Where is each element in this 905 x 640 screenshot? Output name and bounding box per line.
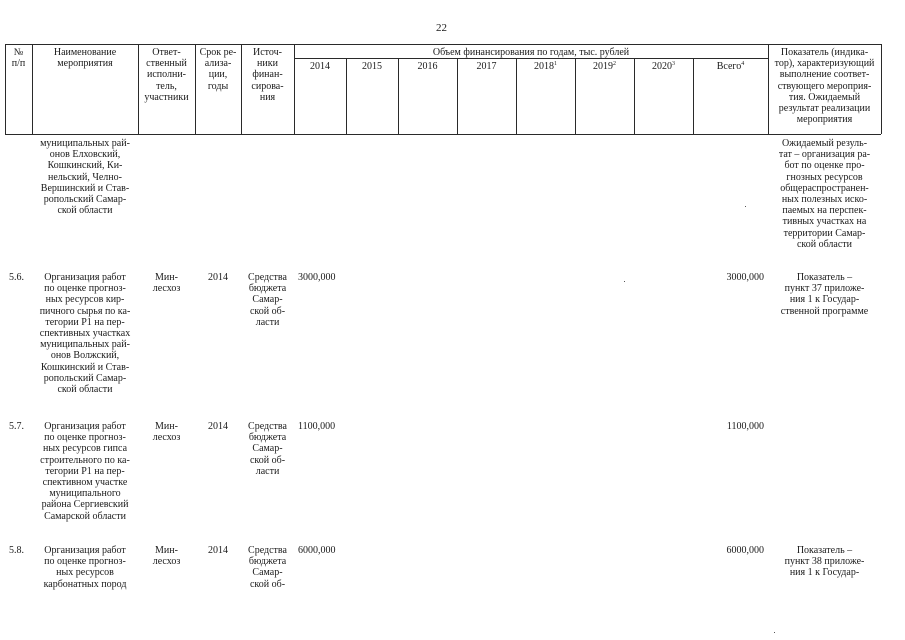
row-term: 2014 bbox=[208, 272, 228, 283]
header-year-2015: 2015 bbox=[362, 61, 382, 72]
row-total: 1100,000 bbox=[726, 421, 764, 432]
row-source: Средства бюджета Самар- ской об- ласти bbox=[248, 421, 287, 477]
header-name: Наименование мероприятия bbox=[53, 47, 117, 70]
row-name: Организация работ по оценке прогноз- ных ресурсов карбонатных пород bbox=[43, 545, 127, 590]
header-responsible: Ответ- ственный исполни- тель, участники bbox=[144, 47, 189, 103]
scan-speck bbox=[774, 632, 775, 633]
row-total: 3000,000 bbox=[726, 272, 764, 283]
page-number: 22 bbox=[436, 22, 447, 34]
header-term: Срок ре- ализа- ции, годы bbox=[199, 47, 237, 92]
row-name: Организация работ по оценке прогноз- ных ресурсов кир- пичного сырья по ка- тегории Р1 на пер- спективных участках муниципальных рай- онов Волжский, Кошкинский и Став- ропольский Самар- ской области bbox=[39, 272, 131, 396]
row-num: 5.7. bbox=[9, 421, 24, 432]
header-year-2020: 2020$^3$ bbox=[652, 61, 675, 72]
header-year-2019: 2019$^2$ bbox=[593, 61, 616, 72]
row-term: 2014 bbox=[208, 545, 228, 556]
header-year-2017: 2017 bbox=[476, 61, 497, 72]
row-responsible: Мин- лесхоз bbox=[152, 545, 181, 568]
row-name: муниципальных рай- онов Елховский, Кошкинский, Ки- нельский, Челно- Вершинский и Став- ропольский Самар- ской области bbox=[40, 138, 130, 217]
row-amount-2014: 6000,000 bbox=[298, 545, 336, 556]
header-year-total: Всего$^4$ bbox=[716, 61, 745, 72]
table-top-border bbox=[5, 44, 881, 45]
row-amount-2014: 1100,000 bbox=[298, 421, 336, 432]
row-name: Организация работ по оценке прогноз- ных ресурсов гипса строительного по ка- тегории Р1 на пер- спективном участке муниципального района Сергиевский Самарской области bbox=[40, 421, 130, 522]
header-year-2016: 2016 bbox=[417, 61, 438, 72]
row-num: 5.8. bbox=[9, 545, 24, 556]
row-responsible: Мин- лесхоз bbox=[152, 421, 181, 444]
header-indicator: Показатель (индика- тор), характеризующий выполнение соответ- ствующего мероприя- тия. Ожидаемый результат реализации мероприятия bbox=[774, 47, 875, 126]
row-indicator: Ожидаемый резуль- тат – организация ра- бот по оценке про- гнозных ресурсов общераспространен- ных полезных иско- паемых на перспек- тивных участках на территории Самар- ской области bbox=[778, 138, 871, 250]
row-responsible: Мин- лесхоз bbox=[152, 272, 181, 295]
header-year-2018: 2018$^1$ bbox=[534, 61, 557, 72]
header-source: Источ- ники финан- сирова- ния bbox=[251, 47, 284, 103]
header-year-2014: 2014 bbox=[310, 61, 330, 72]
row-term: 2014 bbox=[208, 421, 228, 432]
row-indicator: Показатель – пункт 38 приложе- ния 1 к Государ- bbox=[784, 545, 865, 579]
row-source: Средства бюджета Самар- ской об- bbox=[248, 545, 287, 590]
row-source: Средства бюджета Самар- ской об- ласти bbox=[248, 272, 287, 328]
header-num: № п/п bbox=[11, 47, 26, 70]
scan-speck bbox=[745, 206, 746, 207]
header-financing-title: Объем финансирования по годам, тыс. рублей bbox=[432, 47, 630, 58]
row-total: 6000,000 bbox=[726, 545, 764, 556]
row-num: 5.6. bbox=[9, 272, 24, 283]
header-bottom-border bbox=[5, 134, 881, 135]
row-amount-2014: 3000,000 bbox=[298, 272, 336, 283]
row-indicator: Показатель – пункт 37 приложе- ния 1 к Государ- ственной программе bbox=[780, 272, 869, 317]
scan-speck bbox=[624, 281, 625, 282]
